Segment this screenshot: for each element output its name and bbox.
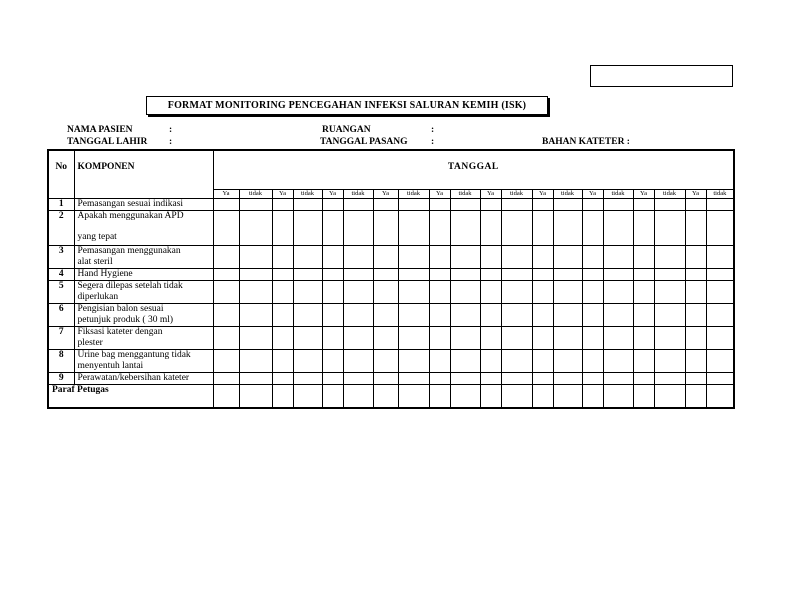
check-cell-tidak[interactable]: [654, 350, 685, 373]
check-cell-tidak[interactable]: [239, 269, 272, 281]
label-ruangan: RUANGAN: [322, 125, 371, 135]
check-cell-tidak[interactable]: [398, 327, 429, 350]
check-cell-ya[interactable]: [373, 304, 398, 327]
check-cell-ya[interactable]: [429, 199, 450, 211]
check-cell-ya[interactable]: [582, 211, 603, 246]
check-cell-tidak[interactable]: [343, 199, 373, 211]
check-cell-ya[interactable]: [373, 327, 398, 350]
check-cell-tidak[interactable]: [450, 246, 480, 269]
paraf-cell[interactable]: [272, 385, 293, 408]
table-row: [48, 211, 734, 246]
check-cell-ya[interactable]: [272, 350, 293, 373]
check-cell-ya[interactable]: [633, 269, 654, 281]
check-cell-ya[interactable]: [582, 327, 603, 350]
check-cell-ya[interactable]: [213, 327, 239, 350]
check-cell-tidak[interactable]: [293, 304, 322, 327]
check-cell-ya[interactable]: [685, 269, 706, 281]
colon: :: [169, 125, 173, 135]
check-cell-ya[interactable]: [582, 269, 603, 281]
check-cell-ya[interactable]: [213, 269, 239, 281]
check-cell-tidak[interactable]: [398, 304, 429, 327]
check-cell-ya[interactable]: [272, 304, 293, 327]
check-cell-ya[interactable]: [373, 269, 398, 281]
komponen-line: Pemasangan menggunakan: [77, 246, 181, 256]
check-cell-ya[interactable]: [633, 199, 654, 211]
check-cell-ya[interactable]: [272, 246, 293, 269]
check-cell-tidak[interactable]: [398, 269, 429, 281]
row-komponen: [74, 327, 213, 350]
row-komponen: [74, 373, 213, 385]
check-cell-tidak[interactable]: [450, 281, 480, 304]
check-cell-tidak[interactable]: [239, 373, 272, 385]
check-cell-tidak[interactable]: [450, 304, 480, 327]
check-cell-ya[interactable]: [685, 304, 706, 327]
blank-corner-box: [590, 65, 733, 87]
check-cell-tidak[interactable]: [293, 350, 322, 373]
check-cell-ya[interactable]: [480, 211, 501, 246]
check-cell-tidak[interactable]: [654, 327, 685, 350]
check-cell-ya[interactable]: [213, 199, 239, 211]
check-cell-ya[interactable]: [322, 211, 343, 246]
komponen-line: Apakah menggunakan APD: [77, 211, 184, 221]
label-tanggal-lahir: TANGGAL LAHIR: [67, 137, 148, 147]
check-cell-tidak[interactable]: [603, 246, 633, 269]
row-number: 8: [48, 350, 74, 373]
paraf-cell[interactable]: [654, 385, 685, 408]
paraf-cell[interactable]: [582, 385, 603, 408]
check-cell-tidak[interactable]: [553, 199, 582, 211]
paraf-cell[interactable]: [501, 385, 532, 408]
label-bahan-kateter: BAHAN KATETER :: [542, 137, 630, 147]
check-cell-tidak[interactable]: [501, 281, 532, 304]
check-cell-tidak[interactable]: [450, 199, 480, 211]
komponen-line: alat steril: [77, 257, 113, 267]
check-cell-ya[interactable]: [480, 304, 501, 327]
check-cell-tidak[interactable]: [343, 281, 373, 304]
check-cell-ya[interactable]: [373, 211, 398, 246]
check-cell-ya[interactable]: [480, 199, 501, 211]
paraf-cell[interactable]: [398, 385, 429, 408]
check-cell-tidak[interactable]: [239, 199, 272, 211]
check-cell-tidak[interactable]: [398, 373, 429, 385]
check-cell-ya[interactable]: [272, 373, 293, 385]
row-number: 6: [48, 304, 74, 327]
check-cell-ya[interactable]: [532, 199, 553, 211]
check-cell-ya[interactable]: [322, 269, 343, 281]
paraf-cell[interactable]: [450, 385, 480, 408]
komponen-line: Hand Hygiene: [77, 269, 133, 279]
check-cell-tidak[interactable]: [398, 199, 429, 211]
subheader-tidak: tidak: [553, 190, 582, 199]
table-row: [48, 281, 734, 304]
check-cell-tidak[interactable]: [553, 373, 582, 385]
check-cell-tidak[interactable]: [293, 246, 322, 269]
check-cell-ya[interactable]: [685, 373, 706, 385]
subheader-tidak: tidak: [239, 190, 272, 199]
subheader-tidak: tidak: [450, 190, 480, 199]
check-cell-tidak[interactable]: [398, 211, 429, 246]
subheader-ya: Ya: [322, 190, 343, 199]
check-cell-ya[interactable]: [582, 304, 603, 327]
komponen-line: menyentuh lantai: [77, 361, 144, 371]
check-cell-ya[interactable]: [373, 281, 398, 304]
check-cell-tidak[interactable]: [706, 199, 734, 211]
subheader-tidak: tidak: [293, 190, 322, 199]
check-cell-tidak[interactable]: [343, 304, 373, 327]
check-cell-tidak[interactable]: [343, 269, 373, 281]
header-tanggal: TANGGAL: [213, 150, 734, 190]
check-cell-ya[interactable]: [480, 246, 501, 269]
check-cell-ya[interactable]: [213, 246, 239, 269]
check-cell-tidak[interactable]: [553, 281, 582, 304]
check-cell-tidak[interactable]: [654, 281, 685, 304]
check-cell-tidak[interactable]: [343, 350, 373, 373]
check-cell-tidak[interactable]: [603, 350, 633, 373]
paraf-cell[interactable]: [480, 385, 501, 408]
check-cell-ya[interactable]: [322, 327, 343, 350]
check-cell-tidak[interactable]: [343, 327, 373, 350]
row-number: 2: [48, 211, 74, 246]
check-cell-ya[interactable]: [373, 350, 398, 373]
row-komponen: [74, 350, 213, 373]
check-cell-ya[interactable]: [213, 350, 239, 373]
row-komponen: [74, 281, 213, 304]
paraf-row: [48, 385, 734, 408]
komponen-line: Pengisian balon sesuai: [77, 304, 164, 314]
komponen-line: Pemasangan sesuai indikasi: [77, 199, 184, 209]
komponen-line: diperlukan: [77, 292, 119, 302]
check-cell-tidak[interactable]: [603, 269, 633, 281]
check-cell-tidak[interactable]: [239, 246, 272, 269]
check-cell-tidak[interactable]: [239, 281, 272, 304]
check-cell-ya[interactable]: [429, 327, 450, 350]
check-cell-ya[interactable]: [582, 199, 603, 211]
check-cell-ya[interactable]: [272, 199, 293, 211]
check-cell-tidak[interactable]: [706, 246, 734, 269]
check-cell-tidak[interactable]: [654, 211, 685, 246]
check-cell-tidak[interactable]: [293, 199, 322, 211]
subheader-ya: Ya: [582, 190, 603, 199]
check-cell-ya[interactable]: [429, 269, 450, 281]
check-cell-ya[interactable]: [633, 350, 654, 373]
paraf-cell[interactable]: [429, 385, 450, 408]
check-cell-tidak[interactable]: [239, 350, 272, 373]
komponen-line: Perawatan/kebersihan kateter: [77, 373, 190, 383]
paraf-cell[interactable]: [603, 385, 633, 408]
check-cell-ya[interactable]: [685, 199, 706, 211]
colon: :: [169, 137, 173, 147]
check-cell-ya[interactable]: [685, 211, 706, 246]
check-cell-ya[interactable]: [480, 269, 501, 281]
row-number: 4: [48, 269, 74, 281]
check-cell-ya[interactable]: [322, 373, 343, 385]
paraf-cell[interactable]: [706, 385, 734, 408]
check-cell-tidak[interactable]: [553, 350, 582, 373]
table-row: [48, 199, 734, 211]
label-tanggal-pasang: TANGGAL PASANG: [320, 137, 408, 147]
check-cell-tidak[interactable]: [450, 211, 480, 246]
check-cell-tidak[interactable]: [603, 373, 633, 385]
komponen-line: yang tepat: [77, 232, 117, 242]
check-cell-tidak[interactable]: [706, 211, 734, 246]
check-cell-tidak[interactable]: [654, 199, 685, 211]
check-cell-tidak[interactable]: [553, 246, 582, 269]
check-cell-ya[interactable]: [685, 350, 706, 373]
check-cell-tidak[interactable]: [450, 269, 480, 281]
check-cell-tidak[interactable]: [239, 211, 272, 246]
check-cell-tidak[interactable]: [706, 350, 734, 373]
subheader-ya: Ya: [373, 190, 398, 199]
colon: :: [431, 137, 435, 147]
check-cell-tidak[interactable]: [706, 281, 734, 304]
check-cell-tidak[interactable]: [603, 211, 633, 246]
subheader-ya: Ya: [685, 190, 706, 199]
check-cell-tidak[interactable]: [450, 350, 480, 373]
check-cell-tidak[interactable]: [501, 269, 532, 281]
paraf-cell[interactable]: [373, 385, 398, 408]
check-cell-ya[interactable]: [685, 327, 706, 350]
subheader-tidak: tidak: [603, 190, 633, 199]
komponen-line: petunjuk produk ( 30 ml): [77, 315, 174, 325]
check-cell-ya[interactable]: [322, 304, 343, 327]
row-komponen: [74, 269, 213, 281]
check-cell-ya[interactable]: [213, 373, 239, 385]
check-cell-tidak[interactable]: [654, 269, 685, 281]
check-cell-ya[interactable]: [322, 246, 343, 269]
paraf-cell[interactable]: [553, 385, 582, 408]
table-row: [48, 269, 734, 281]
check-cell-tidak[interactable]: [706, 304, 734, 327]
check-cell-ya[interactable]: [322, 199, 343, 211]
subheader-ya: Ya: [213, 190, 239, 199]
paraf-cell[interactable]: [685, 385, 706, 408]
row-number: 1: [48, 199, 74, 211]
check-cell-tidak[interactable]: [293, 269, 322, 281]
check-cell-tidak[interactable]: [501, 350, 532, 373]
check-cell-tidak[interactable]: [603, 281, 633, 304]
check-cell-ya[interactable]: [532, 373, 553, 385]
check-cell-tidak[interactable]: [293, 281, 322, 304]
table-row: [48, 373, 734, 385]
paraf-cell[interactable]: [322, 385, 343, 408]
check-cell-tidak[interactable]: [501, 199, 532, 211]
komponen-line: plester: [77, 338, 103, 348]
check-cell-tidak[interactable]: [398, 246, 429, 269]
paraf-cell[interactable]: [532, 385, 553, 408]
check-cell-ya[interactable]: [532, 327, 553, 350]
subheader-tidak: tidak: [501, 190, 532, 199]
check-cell-ya[interactable]: [429, 373, 450, 385]
form-title: FORMAT MONITORING PENCEGAHAN INFEKSI SALURAN KEMIH (ISK): [146, 96, 548, 115]
paraf-cell[interactable]: [633, 385, 654, 408]
subheader-ya: Ya: [633, 190, 654, 199]
check-cell-tidak[interactable]: [398, 350, 429, 373]
check-cell-ya[interactable]: [373, 246, 398, 269]
komponen-line: Segera dilepas setelah tidak: [77, 281, 183, 291]
row-number: 3: [48, 246, 74, 269]
table-row: [48, 327, 734, 350]
check-cell-tidak[interactable]: [553, 327, 582, 350]
check-cell-ya[interactable]: [213, 304, 239, 327]
check-cell-ya[interactable]: [322, 281, 343, 304]
check-cell-tidak[interactable]: [239, 327, 272, 350]
row-number: 5: [48, 281, 74, 304]
check-cell-tidak[interactable]: [501, 246, 532, 269]
check-cell-ya[interactable]: [532, 211, 553, 246]
check-cell-tidak[interactable]: [293, 327, 322, 350]
row-komponen: [74, 211, 213, 246]
check-cell-tidak[interactable]: [501, 373, 532, 385]
row-number: 7: [48, 327, 74, 350]
check-cell-tidak[interactable]: [450, 327, 480, 350]
check-cell-ya[interactable]: [429, 281, 450, 304]
subheader-tidak: tidak: [343, 190, 373, 199]
paraf-cell[interactable]: [293, 385, 322, 408]
check-cell-ya[interactable]: [633, 211, 654, 246]
check-cell-ya[interactable]: [633, 304, 654, 327]
check-cell-ya[interactable]: [213, 211, 239, 246]
check-cell-ya[interactable]: [373, 373, 398, 385]
monitoring-table: [47, 149, 735, 409]
subheader-tidak: tidak: [398, 190, 429, 199]
check-cell-ya[interactable]: [213, 281, 239, 304]
check-cell-tidak[interactable]: [654, 304, 685, 327]
table-row: [48, 304, 734, 327]
check-cell-ya[interactable]: [272, 281, 293, 304]
check-cell-ya[interactable]: [633, 246, 654, 269]
check-cell-ya[interactable]: [582, 281, 603, 304]
check-cell-ya[interactable]: [582, 373, 603, 385]
check-cell-ya[interactable]: [373, 199, 398, 211]
check-cell-ya[interactable]: [322, 350, 343, 373]
subheader-ya: Ya: [272, 190, 293, 199]
check-cell-ya[interactable]: [272, 269, 293, 281]
subheader-tidak: tidak: [654, 190, 685, 199]
check-cell-ya[interactable]: [685, 246, 706, 269]
check-cell-tidak[interactable]: [603, 199, 633, 211]
check-cell-tidak[interactable]: [450, 373, 480, 385]
komponen-line: Fiksasi kateter dengan: [77, 327, 163, 337]
check-cell-ya[interactable]: [429, 304, 450, 327]
check-cell-tidak[interactable]: [343, 246, 373, 269]
check-cell-tidak[interactable]: [293, 211, 322, 246]
table-row: [48, 350, 734, 373]
check-cell-tidak[interactable]: [654, 373, 685, 385]
subheader-tidak: tidak: [706, 190, 734, 199]
row-number: 9: [48, 373, 74, 385]
check-cell-tidak[interactable]: [343, 373, 373, 385]
check-cell-tidak[interactable]: [501, 211, 532, 246]
check-cell-ya[interactable]: [633, 373, 654, 385]
check-cell-ya[interactable]: [429, 246, 450, 269]
check-cell-ya[interactable]: [480, 373, 501, 385]
paraf-cell[interactable]: [239, 385, 272, 408]
check-cell-ya[interactable]: [532, 281, 553, 304]
check-cell-ya[interactable]: [480, 327, 501, 350]
row-komponen: [74, 199, 213, 211]
check-cell-ya[interactable]: [480, 281, 501, 304]
check-cell-ya[interactable]: [429, 350, 450, 373]
colon: :: [431, 125, 435, 135]
check-cell-ya[interactable]: [582, 350, 603, 373]
check-cell-ya[interactable]: [532, 269, 553, 281]
check-cell-tidak[interactable]: [706, 373, 734, 385]
check-cell-tidak[interactable]: [398, 281, 429, 304]
header-komponen: KOMPONEN: [74, 150, 213, 199]
subheader-ya: Ya: [429, 190, 450, 199]
check-cell-ya[interactable]: [532, 304, 553, 327]
komponen-line: Urine bag menggantung tidak: [77, 350, 191, 360]
check-cell-tidak[interactable]: [654, 246, 685, 269]
check-cell-tidak[interactable]: [603, 327, 633, 350]
check-cell-tidak[interactable]: [343, 211, 373, 246]
header-no: No: [48, 150, 74, 199]
check-cell-tidak[interactable]: [501, 327, 532, 350]
paraf-cell[interactable]: [213, 385, 239, 408]
check-cell-ya[interactable]: [429, 211, 450, 246]
check-cell-tidak[interactable]: [501, 304, 532, 327]
check-cell-tidak[interactable]: [239, 304, 272, 327]
check-cell-ya[interactable]: [633, 327, 654, 350]
check-cell-tidak[interactable]: [553, 304, 582, 327]
check-cell-ya[interactable]: [685, 281, 706, 304]
row-komponen: [74, 246, 213, 269]
check-cell-tidak[interactable]: [706, 327, 734, 350]
check-cell-ya[interactable]: [532, 246, 553, 269]
paraf-petugas-label: Paraf Petugas: [48, 385, 213, 408]
check-cell-tidak[interactable]: [553, 211, 582, 246]
check-cell-ya[interactable]: [272, 211, 293, 246]
check-cell-tidak[interactable]: [293, 373, 322, 385]
check-cell-ya[interactable]: [480, 350, 501, 373]
label-nama-pasien: NAMA PASIEN: [67, 125, 133, 135]
table-row: [48, 246, 734, 269]
check-cell-tidak[interactable]: [706, 269, 734, 281]
check-cell-tidak[interactable]: [603, 304, 633, 327]
subheader-ya: Ya: [532, 190, 553, 199]
paraf-cell[interactable]: [343, 385, 373, 408]
check-cell-ya[interactable]: [633, 281, 654, 304]
check-cell-tidak[interactable]: [553, 269, 582, 281]
check-cell-ya[interactable]: [532, 350, 553, 373]
subheader-ya: Ya: [480, 190, 501, 199]
check-cell-ya[interactable]: [272, 327, 293, 350]
check-cell-ya[interactable]: [582, 246, 603, 269]
row-komponen: [74, 304, 213, 327]
